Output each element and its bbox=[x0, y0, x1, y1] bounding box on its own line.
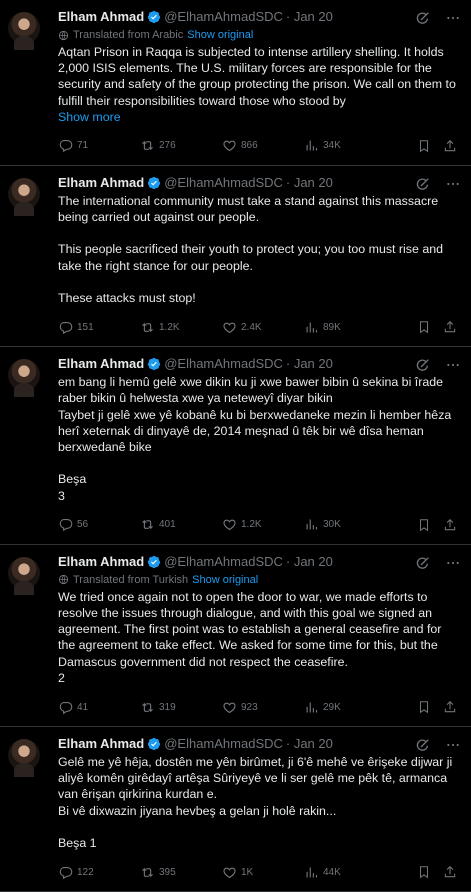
share-icon[interactable] bbox=[443, 320, 457, 334]
repost-count: 401 bbox=[159, 519, 176, 531]
like-button[interactable] bbox=[222, 700, 304, 715]
views-count: 30K bbox=[323, 519, 341, 531]
views-icon bbox=[304, 320, 319, 335]
tweet-header-actions bbox=[415, 737, 461, 753]
reply-icon bbox=[58, 517, 73, 532]
bookmark-icon[interactable] bbox=[417, 700, 431, 714]
author-handle[interactable]: @ElhamAhmadSDC bbox=[164, 736, 283, 752]
share-icon[interactable] bbox=[443, 139, 457, 153]
views-icon bbox=[304, 517, 319, 532]
more-icon[interactable] bbox=[445, 737, 461, 753]
tweet-actions bbox=[58, 308, 459, 346]
like-count: 866 bbox=[241, 140, 258, 152]
tweet-header-actions bbox=[415, 357, 461, 373]
tweet[interactable] bbox=[0, 166, 471, 347]
show-original-link[interactable]: Show original bbox=[192, 573, 259, 586]
views-button[interactable] bbox=[304, 320, 386, 335]
tweet-text: The international community must take a stand against this massacre being carried out against our people. This people sacrificed their youth to protect you; you too must rise and take the right stance for our people. These attacks must stop! bbox=[58, 193, 443, 306]
reply-button[interactable] bbox=[58, 865, 140, 880]
reply-button[interactable] bbox=[58, 517, 140, 532]
repost-button[interactable] bbox=[140, 865, 222, 880]
tweet-header bbox=[58, 553, 459, 571]
grok-icon[interactable] bbox=[415, 555, 431, 571]
views-count: 89K bbox=[323, 321, 341, 333]
translation-notice bbox=[58, 572, 459, 588]
avatar[interactable] bbox=[8, 359, 40, 391]
more-icon[interactable] bbox=[445, 357, 461, 373]
repost-button[interactable] bbox=[140, 517, 222, 532]
repost-count: 1.2K bbox=[159, 321, 180, 333]
like-icon bbox=[222, 320, 237, 335]
tweet-actions bbox=[58, 127, 459, 165]
tweet[interactable] bbox=[0, 347, 471, 545]
like-count: 1K bbox=[241, 866, 254, 878]
reply-count: 122 bbox=[77, 866, 94, 878]
tweet-header bbox=[58, 8, 459, 26]
views-button[interactable] bbox=[304, 517, 386, 532]
author-name[interactable]: Elham Ahmad bbox=[58, 9, 145, 24]
tweet-secondary-actions bbox=[417, 700, 457, 714]
like-count: 923 bbox=[241, 701, 258, 713]
author-handle[interactable]: @ElhamAhmadSDC bbox=[164, 356, 283, 372]
tweet-header-actions bbox=[415, 10, 461, 26]
author-name[interactable]: Elham Ahmad bbox=[58, 553, 145, 569]
tweet-header bbox=[58, 355, 459, 373]
views-button[interactable] bbox=[304, 865, 386, 880]
reply-count: 71 bbox=[77, 140, 89, 152]
translation-notice bbox=[58, 27, 459, 43]
repost-icon bbox=[140, 865, 155, 880]
avatar[interactable] bbox=[8, 739, 40, 771]
tweet-date[interactable]: · Jan 20 bbox=[285, 553, 333, 569]
tweet-date[interactable]: · Jan 20 bbox=[285, 356, 333, 372]
like-icon bbox=[222, 517, 237, 532]
verified-badge-icon bbox=[147, 555, 161, 569]
reply-icon bbox=[58, 700, 73, 715]
like-count: 1.2K bbox=[241, 519, 262, 531]
like-icon bbox=[222, 138, 237, 153]
tweet-secondary-actions bbox=[417, 518, 457, 532]
grok-icon[interactable] bbox=[415, 176, 431, 192]
reply-count: 151 bbox=[77, 321, 94, 333]
reply-icon bbox=[58, 320, 73, 335]
views-icon bbox=[304, 700, 319, 715]
like-count: 2.4K bbox=[241, 321, 262, 333]
verified-badge-icon bbox=[147, 357, 161, 371]
views-icon bbox=[304, 865, 319, 880]
repost-count: 319 bbox=[159, 701, 176, 713]
tweet[interactable] bbox=[0, 0, 471, 166]
tweet-text: We tried once again not to open the door to war, we made efforts to resolve the issues through dialogue, and with this goal we signed an agreement. The first point was to establish a general ceasefire and for the agreement to take effect. We asked for some time for this, but the Damascus government did not respect the ceasefire. 2 bbox=[58, 589, 442, 685]
views-icon bbox=[304, 138, 319, 153]
translated-from-label: Translated from Turkish bbox=[73, 573, 189, 586]
like-button[interactable] bbox=[222, 138, 304, 153]
tweet-date[interactable]: · Jan 20 bbox=[285, 174, 333, 190]
bookmark-icon[interactable] bbox=[417, 865, 431, 879]
repost-icon bbox=[140, 138, 155, 153]
grok-icon[interactable] bbox=[415, 357, 431, 373]
like-icon bbox=[222, 865, 237, 880]
show-more-link[interactable]: Show more bbox=[58, 109, 121, 124]
tweet-date[interactable]: · Jan 20 bbox=[285, 9, 333, 24]
avatar[interactable] bbox=[8, 557, 40, 589]
views-button[interactable] bbox=[304, 138, 386, 153]
avatar[interactable] bbox=[8, 12, 40, 44]
repost-icon bbox=[140, 700, 155, 715]
reply-button[interactable] bbox=[58, 700, 140, 715]
bookmark-icon[interactable] bbox=[417, 518, 431, 532]
avatar[interactable] bbox=[8, 178, 40, 210]
reply-count: 56 bbox=[77, 519, 89, 531]
reply-icon bbox=[58, 138, 73, 153]
tweet-actions bbox=[58, 853, 459, 891]
tweet-text: Gelê me yê hêja, dostên me yên birûmet, ji 6'ê mehê ve êrişeke dijwar ji aliyê komên girêdayî artêşa Sûriyeyê ve li ser gelê me pêk tê, armanca van êrişan qirkirina kurdan e. Bi vê dixwazin jiyana hevbeş a gelan ji holê rakin... Beşa 1 bbox=[58, 755, 453, 851]
tweet[interactable] bbox=[0, 545, 471, 727]
views-count: 44K bbox=[323, 866, 341, 878]
verified-badge-icon bbox=[147, 10, 161, 24]
repost-count: 395 bbox=[159, 866, 176, 878]
repost-count: 276 bbox=[159, 140, 176, 152]
grok-icon[interactable] bbox=[415, 10, 431, 26]
verified-badge-icon bbox=[147, 737, 161, 751]
tweet-secondary-actions bbox=[417, 320, 457, 334]
author-handle[interactable]: @ElhamAhmadSDC bbox=[164, 553, 283, 569]
show-original-link[interactable]: Show original bbox=[187, 29, 254, 41]
like-button[interactable] bbox=[222, 320, 304, 335]
globe-icon bbox=[58, 30, 69, 41]
verified-badge-icon bbox=[147, 176, 161, 190]
views-count: 29K bbox=[323, 701, 341, 713]
tweet-date[interactable]: · Jan 20 bbox=[285, 736, 333, 752]
author-handle[interactable]: @ElhamAhmadSDC bbox=[164, 174, 283, 190]
tweet-actions bbox=[58, 688, 459, 726]
share-icon[interactable] bbox=[443, 518, 457, 532]
reply-button[interactable] bbox=[58, 320, 140, 335]
author-name[interactable]: Elham Ahmad bbox=[58, 174, 145, 190]
bookmark-icon[interactable] bbox=[417, 320, 431, 334]
bookmark-icon[interactable] bbox=[417, 139, 431, 153]
more-icon[interactable] bbox=[445, 10, 461, 26]
repost-button[interactable] bbox=[140, 320, 222, 335]
views-count: 34K bbox=[323, 140, 341, 152]
tweet-secondary-actions bbox=[417, 865, 457, 879]
tweet-text: Aqtan Prison in Raqqa is subjected to intense artillery shelling. It holds 2,000 ISIS elements. The U.S. military forces are responsible for the security and safety of the group protecting the prison. We call on them to fulfill their responsibilities toward those who stood by bbox=[58, 45, 460, 108]
share-icon[interactable] bbox=[443, 700, 457, 714]
author-handle[interactable]: @ElhamAhmadSDC bbox=[164, 9, 283, 24]
author-name[interactable]: Elham Ahmad bbox=[58, 736, 145, 752]
like-icon bbox=[222, 700, 237, 715]
like-button[interactable] bbox=[222, 517, 304, 532]
views-button[interactable] bbox=[304, 700, 386, 715]
more-icon[interactable] bbox=[445, 555, 461, 571]
repost-icon bbox=[140, 320, 155, 335]
tweet-header bbox=[58, 174, 459, 192]
reply-count: 41 bbox=[77, 701, 89, 713]
tweet[interactable] bbox=[0, 727, 471, 892]
author-name[interactable]: Elham Ahmad bbox=[58, 356, 145, 372]
tweet-header-actions bbox=[415, 555, 461, 571]
like-button[interactable] bbox=[222, 865, 304, 880]
more-icon[interactable] bbox=[445, 176, 461, 192]
share-icon[interactable] bbox=[443, 865, 457, 879]
repost-button[interactable] bbox=[140, 138, 222, 153]
repost-button[interactable] bbox=[140, 700, 222, 715]
repost-icon bbox=[140, 517, 155, 532]
grok-icon[interactable] bbox=[415, 737, 431, 753]
tweet-header bbox=[58, 735, 459, 753]
tweet-text: em bang li hemû gelê xwe dikin ku ji xwe bawer bibin û sekina bi îrade raber bikin û helwesta xwe ya neteweyî diyar bikin Taybet ji gelê xwe yê kobanê ku bi berxwedaneke mezin li hember hêza herî xeternak di dinyayê de, 2014 meşnad û têk bir wê dîsa heman berxwedanê bike Beşa 3 bbox=[58, 375, 452, 503]
translated-from-label: Translated from Arabic bbox=[73, 29, 184, 41]
reply-icon bbox=[58, 865, 73, 880]
tweet-actions bbox=[58, 506, 459, 544]
tweet-header-actions bbox=[415, 176, 461, 192]
reply-button[interactable] bbox=[58, 138, 140, 153]
globe-icon bbox=[58, 574, 69, 585]
tweet-secondary-actions bbox=[417, 139, 457, 153]
